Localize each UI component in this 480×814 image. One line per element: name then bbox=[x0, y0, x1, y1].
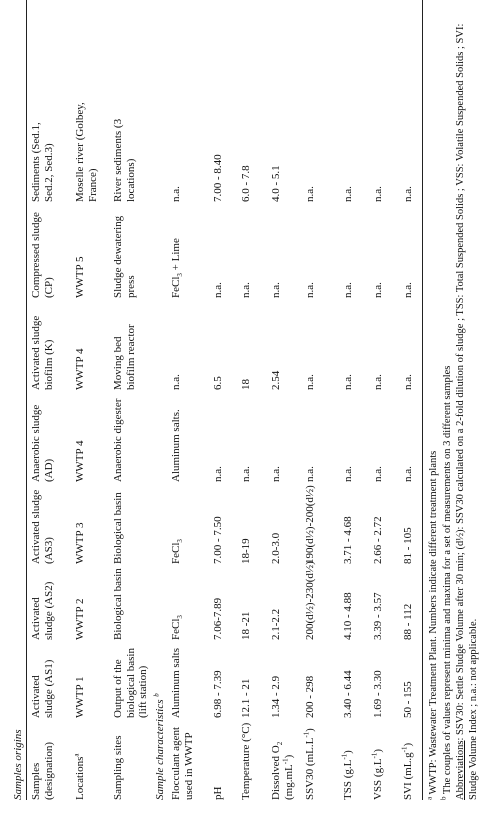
table-cell: n.a. bbox=[342, 374, 354, 390]
header-cell: Activated sludge biofilm (K) bbox=[30, 315, 55, 390]
table-cell: n.a. bbox=[240, 466, 252, 482]
table-cell: 18 bbox=[240, 379, 252, 390]
table-cell: Aluminum salts bbox=[170, 648, 182, 718]
table-cell: Aluminum salts. bbox=[170, 409, 182, 482]
table-cell: Anaerobic digester bbox=[112, 398, 124, 482]
table-cell: WWTP 3 bbox=[74, 522, 86, 564]
table-cell: 2.66 - 2.72 bbox=[372, 516, 384, 564]
table-row-flocculant bbox=[170, 0, 210, 800]
table-cell: n.a. bbox=[304, 186, 316, 202]
table-cell: FeCl$_3$ bbox=[170, 615, 185, 640]
table-cell: 2.54 bbox=[270, 370, 282, 390]
table-cell: 4.0 - 5.1 bbox=[270, 165, 282, 202]
table-cell: 6.98 - 7.39 bbox=[212, 670, 224, 718]
table-cell: 3.40 - 6.44 bbox=[342, 670, 354, 718]
header-cell: Anaerobic sludge (AD) bbox=[30, 404, 55, 482]
row-label: Flocculant agent used in WWTP bbox=[170, 726, 195, 800]
row-label: Locations$^a$ bbox=[72, 753, 86, 800]
table-cell: 2.0-3.0 bbox=[270, 532, 282, 564]
table-cell: 12.1 - 21 bbox=[240, 678, 252, 718]
table-cell: n.a. bbox=[304, 466, 316, 482]
row-label: VSS $(g.L^{-1})$ bbox=[370, 748, 384, 800]
row-label: Dissolved $O_2$ $(mg.mL^{-1})$ bbox=[270, 741, 295, 800]
table-cell: 1.34 - 2.9 bbox=[270, 675, 282, 718]
row-label: SSV30 $(mL.L^{-1})$ bbox=[302, 728, 316, 800]
table-cell: Moving bed biofilm reactor bbox=[112, 324, 137, 390]
bottom-rule bbox=[422, 0, 423, 800]
footnote-b: $^b$ The couples of values represent minima and maxima for a set of measurements on 3 different samples bbox=[439, 365, 453, 800]
table-row-tss bbox=[342, 0, 368, 800]
table-cell: 1.69 - 3.30 bbox=[372, 670, 384, 718]
section-title-characteristics: Sample characteristics $^b$ bbox=[152, 693, 166, 800]
header-cell: Activated sludge (AS1) bbox=[30, 659, 55, 718]
table-cell: River sediments (3 locations) bbox=[112, 118, 137, 202]
abbreviations-note: Abbreviations: SSV30: Settle Sludge Volume after 30 min; (d½): SSV30 calculated on a 2-fold dilution of sludge ; TSS: Total Suspended Solids ; VSS: Volatile Suspended Solids ; SVI: Sludge Volume Index ; n.a.: not applicable. bbox=[455, 23, 479, 800]
table-cell: n.a. bbox=[270, 282, 282, 298]
table-cell: 18-19 bbox=[240, 538, 252, 564]
table-row-svi bbox=[402, 0, 424, 800]
table-cell: 6.5 bbox=[212, 376, 224, 390]
header-row bbox=[30, 0, 70, 800]
table-cell: WWTP 5 bbox=[74, 256, 86, 298]
table-cell: WWTP 2 bbox=[74, 598, 86, 640]
table-cell: 200 - 298 bbox=[304, 675, 316, 718]
table-cell: n.a. bbox=[270, 466, 282, 482]
table-cell: n.a. bbox=[342, 186, 354, 202]
table-cell: 200(d½)-230(d½) bbox=[304, 561, 316, 640]
table-cell: 18 -21 bbox=[240, 611, 252, 640]
table-cell: 2.1-2.2 bbox=[270, 608, 282, 640]
table-cell: n.a. bbox=[212, 282, 224, 298]
table-cell: 7.00 - 8.40 bbox=[212, 154, 224, 202]
section-title-origins: Samples origins bbox=[12, 729, 24, 800]
row-label: pH bbox=[212, 786, 224, 800]
table-cell: n.a. bbox=[402, 186, 414, 202]
table-cell: n.a. bbox=[372, 186, 384, 202]
row-label: SVI $(mL.g^{-1})$ bbox=[400, 742, 414, 800]
table-cell: 88 - 112 bbox=[402, 603, 414, 640]
table-cell: WWTP 4 bbox=[74, 440, 86, 482]
table-row-sites bbox=[112, 0, 152, 800]
header-cell: Sediments (Sed.1, Sed.2, Sed.3) bbox=[30, 122, 55, 202]
table-cell: FeCl$_3$ bbox=[170, 539, 185, 564]
table-cell: 190(d½)-200(d½) bbox=[304, 485, 316, 564]
table-row-dissolved-o2 bbox=[270, 0, 300, 800]
table-cell: 7.00 - 7.50 bbox=[212, 516, 224, 564]
table-cell: Sludge dewatering press bbox=[112, 215, 137, 298]
table-cell: n.a. bbox=[304, 374, 316, 390]
table-cell: FeCl$_3$ + Lime bbox=[170, 238, 185, 298]
table-cell: 81 - 105 bbox=[402, 527, 414, 564]
table-cell: n.a. bbox=[402, 374, 414, 390]
top-rule bbox=[26, 0, 27, 800]
table-cell: 4.10 - 4.88 bbox=[342, 592, 354, 640]
table-cell: n.a. bbox=[212, 466, 224, 482]
table-cell: n.a. bbox=[240, 282, 252, 298]
table-cell: n.a. bbox=[342, 466, 354, 482]
table-cell: 6.0 - 7.8 bbox=[240, 165, 252, 202]
table-cell: Biological basin bbox=[112, 568, 124, 640]
table-cell: n.a. bbox=[372, 374, 384, 390]
table-cell: n.a. bbox=[170, 374, 182, 390]
table-cell: n.a. bbox=[170, 186, 182, 202]
row-label: Temperature (°C) bbox=[240, 722, 252, 800]
table-cell: 50 - 155 bbox=[402, 681, 414, 718]
table-row-vss bbox=[372, 0, 398, 800]
table-row-temperature bbox=[240, 0, 266, 800]
header-cell: Activated sludge (AS3) bbox=[30, 489, 55, 564]
table-cell: Moselle river (Golbey, France) bbox=[74, 102, 99, 202]
table-cell: WWTP 1 bbox=[74, 676, 86, 718]
footnote-a: $^a$ WWTP: Wastewater Treatment Plant. Numbers indicate different treatment plants bbox=[425, 450, 439, 800]
table-cell: Biological basin bbox=[112, 492, 124, 564]
table-cell: n.a. bbox=[372, 282, 384, 298]
table-cell: 3.39 - 3.57 bbox=[372, 592, 384, 640]
table-cell: n.a. bbox=[372, 466, 384, 482]
table-cell: n.a. bbox=[304, 282, 316, 298]
table-row-ph bbox=[212, 0, 238, 800]
header-cell: Activated sludge (AS2) bbox=[30, 581, 55, 640]
table-cell: Output of the biological basin (lift station) bbox=[112, 648, 149, 718]
header-cell: Compressed sludge (CP) bbox=[30, 212, 55, 298]
row-label: TSS $(g.L^{-1})$ bbox=[340, 750, 354, 800]
row-label: Sampling sites bbox=[112, 735, 124, 800]
table-row-ssv30 bbox=[304, 0, 338, 800]
table-cell: 7.06-7.89 bbox=[212, 597, 224, 640]
table-cell: n.a. bbox=[402, 466, 414, 482]
table-cell: n.a. bbox=[342, 282, 354, 298]
header-cell: Samples (designation) bbox=[30, 741, 55, 800]
table-row-locations bbox=[74, 0, 112, 800]
table-cell: WWTP 4 bbox=[74, 348, 86, 390]
table-cell: 3.71 - 4.68 bbox=[342, 516, 354, 564]
table-cell: n.a. bbox=[402, 282, 414, 298]
